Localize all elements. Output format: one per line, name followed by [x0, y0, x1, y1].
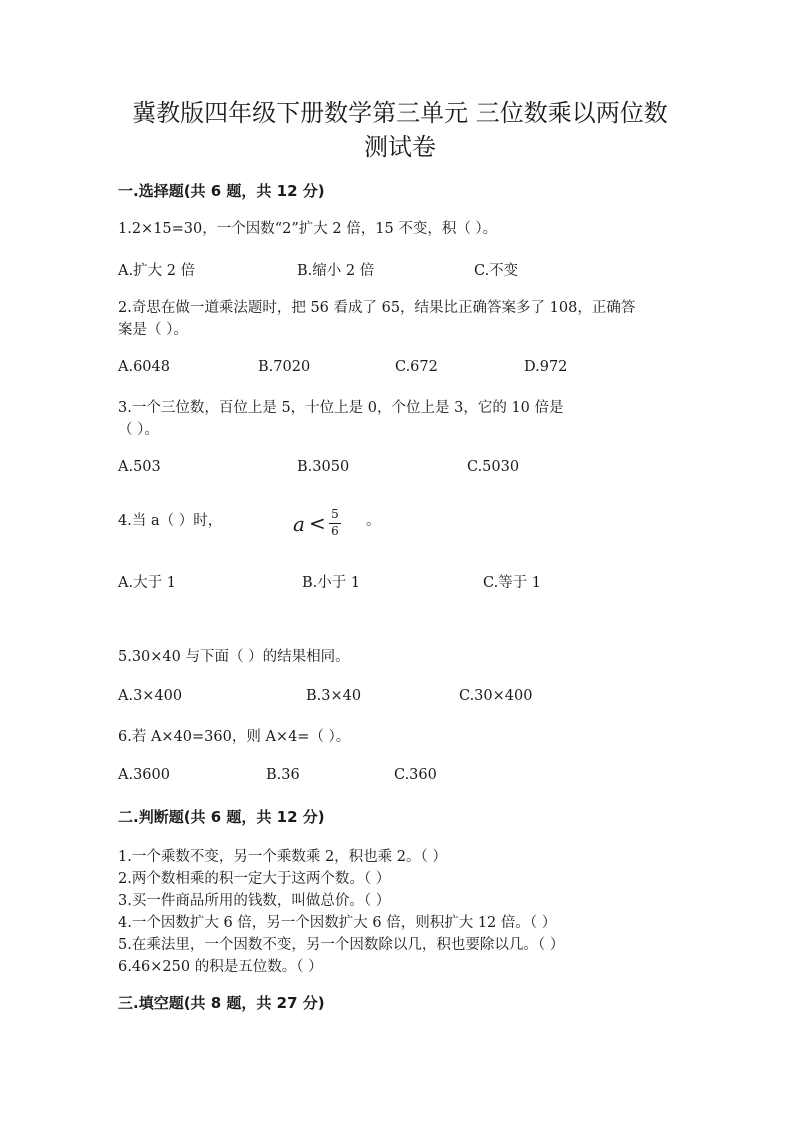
tf-item-6: 6.46×250 的积是五位数。（ ）	[118, 959, 323, 975]
question-5-option-a: A.3×400	[118, 688, 183, 704]
question-4-option-a: A.大于 1	[118, 575, 176, 591]
question-6-option-b: B.36	[266, 767, 300, 783]
tf-item-2: 2.两个数相乘的积一定大于这两个数。（ ）	[118, 871, 391, 887]
question-1-option-a: A.扩大 2 倍	[118, 263, 196, 279]
section-heading-choice: 一.选择题(共 6 题，共 12 分)	[118, 182, 325, 200]
question-3-option-a: A.503	[118, 459, 161, 475]
question-4-stem-post: 。	[366, 513, 381, 529]
question-6-option-a: A.3600	[118, 767, 170, 783]
question-2-option-d: D.972	[524, 359, 568, 375]
tf-item-5: 5.在乘法里，一个因数不变，另一个因数除以几，积也要除以几。（ ）	[118, 937, 565, 953]
question-2-option-b: B.7020	[258, 359, 311, 375]
question-5-option-c: C.30×400	[459, 688, 533, 704]
question-3-stem-line1: 3.一个三位数，百位上是 5，十位上是 0，个位上是 3，它的 10 倍是	[118, 400, 564, 416]
question-2-option-c: C.672	[395, 359, 438, 375]
question-2-stem-line2: 案是（ ）。	[118, 322, 188, 338]
section-heading-true-false: 二.判断题(共 6 题，共 12 分)	[118, 808, 325, 826]
question-6-option-c: C.360	[394, 767, 437, 783]
question-2-stem-line1: 2.奇思在做一道乘法题时，把 56 看成了 65，结果比正确答案多了 108，正确答	[118, 300, 636, 316]
formula-variable: a	[293, 512, 305, 536]
tf-item-3: 3.买一件商品所用的钱数，叫做总价。（ ）	[118, 893, 391, 909]
question-1-option-c: C.不变	[474, 263, 519, 279]
question-5-stem: 5.30×40 与下面（ ）的结果相同。	[118, 649, 350, 665]
question-4-option-c: C.等于 1	[483, 575, 542, 591]
tf-item-1: 1.一个乘数不变，另一个乘数乘 2，积也乘 2。（ ）	[118, 849, 447, 865]
formula-numerator: 5	[331, 507, 339, 521]
question-5-option-b: B.3×40	[306, 688, 362, 704]
question-6-stem: 6.若 A×40=360，则 A×4=（ ）。	[118, 729, 351, 745]
formula-less-than: <	[309, 511, 326, 535]
question-4-option-b: B.小于 1	[302, 575, 361, 591]
question-4-stem-pre: 4.当 a（ ）时，	[118, 513, 223, 529]
question-3-option-c: C.5030	[467, 459, 520, 475]
page-title-line1: 冀教版四年级下册数学第三单元 三位数乘以两位数	[132, 99, 668, 127]
question-1-option-b: B.缩小 2 倍	[297, 263, 375, 279]
formula-denominator: 6	[331, 524, 339, 538]
question-1-stem: 1.2×15=30，一个因数“2”扩大 2 倍，15 不变，积（ ）。	[118, 221, 498, 237]
page-title-line2: 测试卷	[364, 133, 436, 161]
question-2-option-a: A.6048	[118, 359, 170, 375]
question-3-option-b: B.3050	[297, 459, 350, 475]
question-3-stem-line2: （ ）。	[118, 422, 159, 438]
tf-item-4: 4.一个因数扩大 6 倍，另一个因数扩大 6 倍，则积扩大 12 倍。（ ）	[118, 915, 557, 931]
section-heading-fill-blank: 三.填空题(共 8 题，共 27 分)	[118, 994, 325, 1012]
